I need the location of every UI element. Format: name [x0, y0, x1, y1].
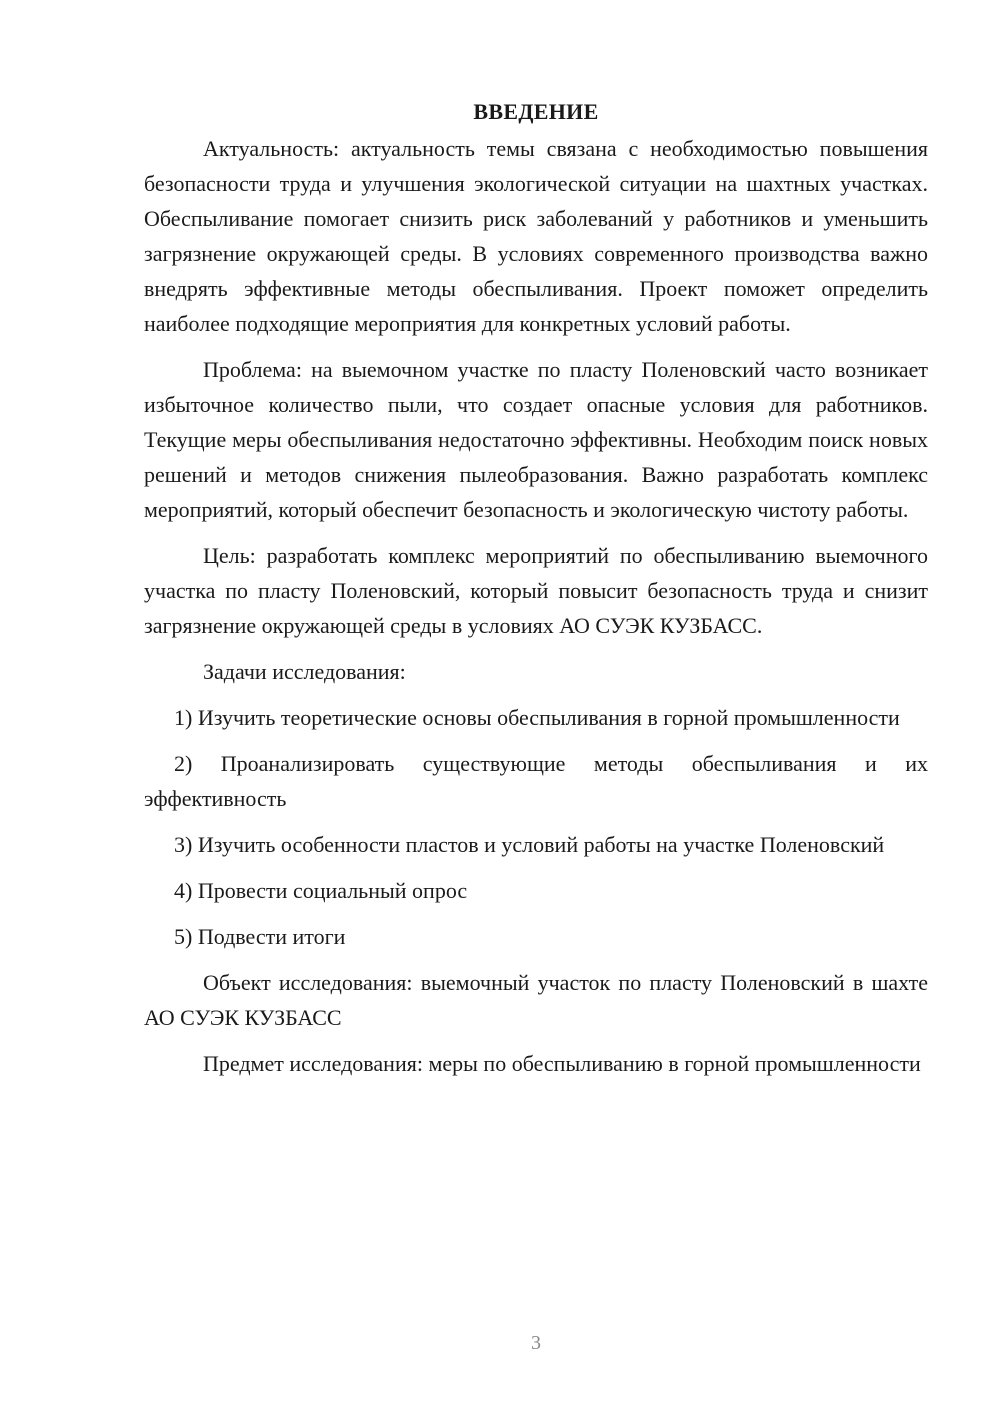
list-item: 1) Изучить теоретические основы обеспыливания в горной промышленности	[174, 705, 900, 730]
list-item: 2) Проанализировать существующие методы обеспыливания и их эффективность	[144, 751, 928, 811]
goal-paragraph: Цель: разработать комплекс мероприятий по обеспыливанию выемочного участка по пласту Поленовский, который повысит безопасность труда и снизит загрязнение окружающей среды в условиях АО СУЭК КУЗБАСС.	[144, 543, 928, 638]
list-item: 5) Подвести итоги	[174, 924, 346, 949]
problem-paragraph: Проблема: на выемочном участке по пласту Поленовский часто возникает избыточное количество пыли, что создает опасные условия для работников. Текущие меры обеспыливания недостаточно эффективны. Необходим поиск новых решений и методов снижения пылеобразования. Важно разработать комплекс мероприятий, который обеспечит безопасность и экологическую чистоту работы.	[144, 357, 928, 522]
page-content	[144, 94, 928, 1092]
page-title: ВВЕДЕНИЕ	[473, 99, 599, 124]
list-item: 4) Провести социальный опрос	[174, 878, 468, 903]
tasks-heading: Задачи исследования:	[203, 659, 406, 684]
subject-paragraph: Предмет исследования: меры по обеспыливанию в горной промышленности	[203, 1051, 921, 1076]
object-paragraph: Объект исследования: выемочный участок по пласту Поленовский в шахте АО СУЭК КУЗБАСС	[144, 970, 928, 1030]
page-number: 3	[531, 1332, 541, 1354]
relevance-paragraph: Актуальность: актуальность темы связана с необходимостью повышения безопасности труда и улучшения экологической ситуации на шахтных участках. Обеспыливание помогает снизить риск заболеваний у работников и уменьшить загрязнение окружающей среды. В условиях современного производства важно внедрять эффективные методы обеспыливания. Проект поможет определить наиболее подходящие мероприятия для конкретных условий работы.	[144, 136, 928, 336]
tasks-list	[144, 700, 928, 954]
list-item: 3) Изучить особенности пластов и условий работы на участке Поленовский	[174, 832, 885, 857]
